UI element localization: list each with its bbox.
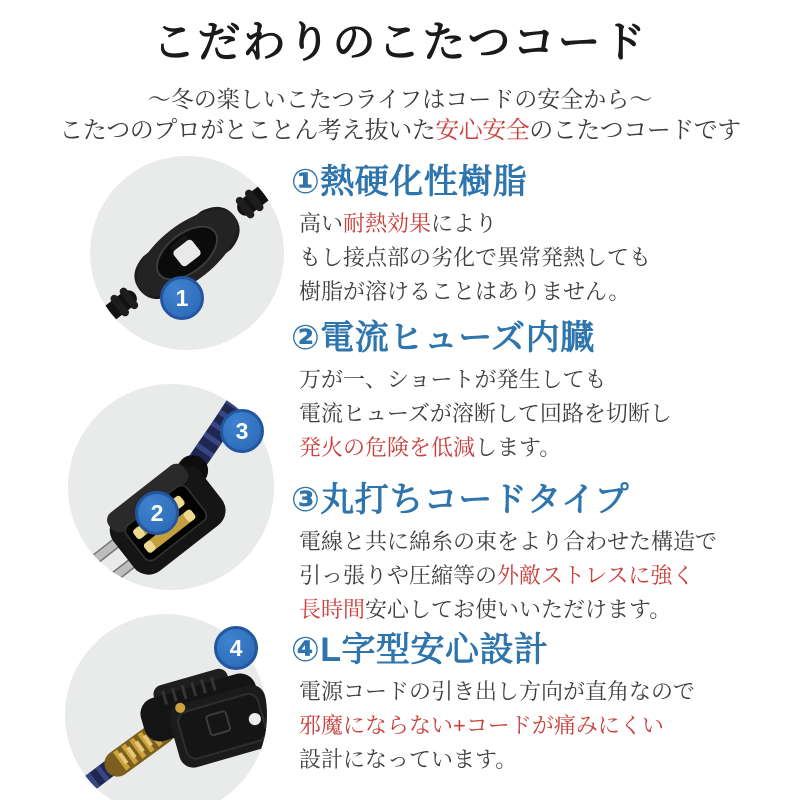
subtitle: ～冬の楽しいこたつライフはコードの安全から～ xyxy=(147,86,653,112)
text-segment: 電源コードの引き出し方向が直角なので xyxy=(299,679,696,704)
text-segment-red: 耐熱効果 xyxy=(343,211,432,236)
text-segment: もし接点部の劣化で異常発熱しても xyxy=(299,245,652,270)
tagline xyxy=(0,115,800,147)
text-segment: 電線と共に綿糸の束をより合わせた構造で xyxy=(299,529,718,554)
text-segment-red: 長時間 xyxy=(299,597,366,622)
feature-line xyxy=(299,675,776,709)
feature-line xyxy=(299,275,776,309)
feature-heading-4: ④L字型安心設計 xyxy=(291,631,549,669)
feature-badge-4: 4 xyxy=(214,626,258,670)
feature-section-3 xyxy=(291,478,776,627)
page-title: こだわりのこたつコード xyxy=(152,19,648,67)
feature-line xyxy=(299,207,776,241)
tagline-highlight: 安心安全 xyxy=(435,117,530,144)
text-segment: 高い xyxy=(299,211,344,236)
text-segment: 電流ヒューズが溶断して回路を切断し xyxy=(299,401,672,426)
feature-line xyxy=(299,593,776,627)
feature-section-2 xyxy=(291,316,776,465)
text-segment: により xyxy=(431,211,498,236)
inline-switch-icon xyxy=(90,156,284,350)
feature-line xyxy=(299,525,776,559)
text-segment-red: 外敵ストレスに強く xyxy=(497,563,695,588)
text-segment-red: 発火の危険を低減 xyxy=(299,435,476,460)
feature-line xyxy=(299,709,776,743)
text-segment-red: 邪魔にならない+コードが痛みにくい xyxy=(299,713,664,738)
feature-section-4 xyxy=(291,628,776,777)
text-segment: 安心してお使いいただけます。 xyxy=(365,597,672,622)
text-segment: 引っ張りや圧縮等の xyxy=(299,563,498,588)
feature-heading-2: ②電流ヒューズ内臓 xyxy=(291,319,595,357)
feature-badge-3: 3 xyxy=(220,409,264,453)
text-segment: 樹脂が溶けることはありません。 xyxy=(299,279,631,304)
feature-badge-1: 1 xyxy=(160,276,204,320)
text-segment: 万が一、ショートが発生しても xyxy=(299,367,607,392)
feature-heading-1: ①熱硬化性樹脂 xyxy=(291,163,528,201)
feature-line xyxy=(299,241,776,275)
feature-badge-2: 2 xyxy=(135,491,179,535)
feature-line xyxy=(299,743,776,777)
feature-heading-3: ③丸打ちコードタイプ xyxy=(291,481,630,519)
feature-line xyxy=(299,559,776,593)
feature-line xyxy=(299,431,776,465)
tagline-text: こたつのプロがとことん考え抜いた xyxy=(59,117,436,144)
text-segment: 設計になっています。 xyxy=(299,747,518,772)
tagline-text: のこたつコードです xyxy=(529,117,741,144)
feature-line xyxy=(299,363,776,397)
switch-photo-circle xyxy=(90,156,284,350)
text-segment: します。 xyxy=(475,435,562,460)
feature-line xyxy=(299,397,776,431)
feature-section-1 xyxy=(291,160,776,309)
